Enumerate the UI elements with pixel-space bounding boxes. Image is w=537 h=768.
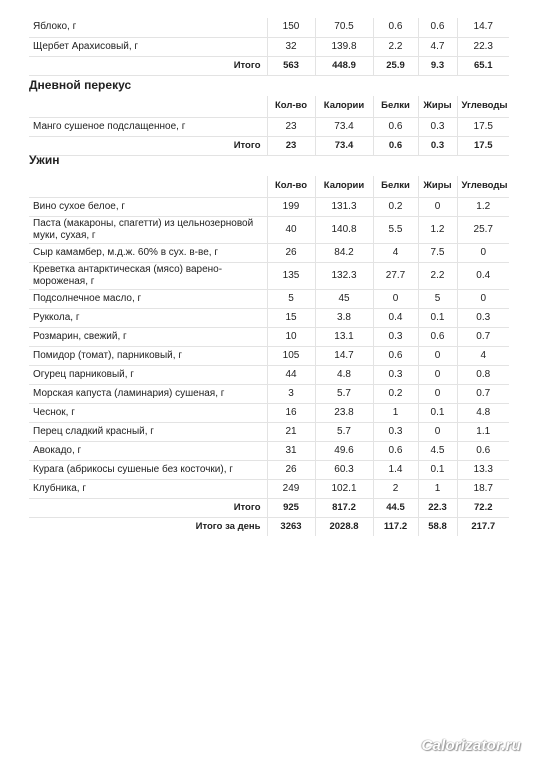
day-total-label: Итого за день: [195, 520, 261, 532]
total-label: Итого: [29, 56, 267, 75]
total-protein: 44.5: [373, 498, 418, 517]
food-fat: 0.6: [418, 327, 457, 346]
snack-table: [29, 96, 509, 156]
table-row: [29, 460, 509, 479]
food-calories: 131.3: [315, 197, 373, 216]
food-protein: 0.2: [373, 384, 418, 403]
food-fat: 7.5: [418, 243, 457, 262]
table-row: [29, 422, 509, 441]
food-qty: 16: [267, 403, 315, 422]
food-protein: 0.6: [373, 346, 418, 365]
header-protein: Белки: [373, 96, 418, 117]
food-protein: 27.7: [373, 262, 418, 289]
header-blank: [29, 96, 267, 117]
food-protein: 2: [373, 479, 418, 498]
food-carbs: 4: [457, 346, 509, 365]
food-qty: 44: [267, 365, 315, 384]
food-calories: 13.1: [315, 327, 373, 346]
food-fat: 0.1: [418, 460, 457, 479]
food-calories: 139.8: [315, 37, 373, 56]
food-protein: 0.3: [373, 327, 418, 346]
food-carbs: 25.7: [457, 216, 509, 243]
food-protein: 0.4: [373, 308, 418, 327]
food-qty: 23: [267, 117, 315, 136]
total-calories: 817.2: [315, 498, 373, 517]
total-fat: 9.3: [418, 56, 457, 75]
food-carbs: 17.5: [457, 117, 509, 136]
food-qty: 135: [267, 262, 315, 289]
table-row: [29, 37, 509, 56]
total-label: Итого: [29, 498, 267, 517]
total-fat: 0.3: [418, 136, 457, 155]
food-name: Авокадо, г: [29, 441, 267, 460]
food-calories: 102.1: [315, 479, 373, 498]
food-protein: 5.5: [373, 216, 418, 243]
food-carbs: 18.7: [457, 479, 509, 498]
food-carbs: 1.1: [457, 422, 509, 441]
food-qty: 15: [267, 308, 315, 327]
food-protein: 0.3: [373, 365, 418, 384]
food-calories: 5.7: [315, 422, 373, 441]
food-protein: 0.6: [373, 441, 418, 460]
day-total-calories: 2028.8: [315, 517, 373, 536]
food-qty: 5: [267, 289, 315, 308]
food-carbs: 22.3: [457, 37, 509, 56]
food-protein: 0: [373, 289, 418, 308]
food-name: Морская капуста (ламинария) сушеная, г: [29, 384, 267, 403]
food-name: Клубника, г: [29, 479, 267, 498]
table-row: [29, 197, 509, 216]
food-fat: 0.1: [418, 403, 457, 422]
food-name: Вино сухое белое, г: [29, 197, 267, 216]
food-carbs: 14.7: [457, 18, 509, 37]
total-qty: 925: [267, 498, 315, 517]
food-qty: 26: [267, 460, 315, 479]
table-row: [29, 327, 509, 346]
header-fat: Жиры: [418, 96, 457, 117]
day-total-qty: 3263: [267, 517, 315, 536]
food-carbs: 1.2: [457, 197, 509, 216]
header-carbs: Углеводы: [457, 176, 509, 197]
food-calories: 84.2: [315, 243, 373, 262]
food-qty: 150: [267, 18, 315, 37]
food-name: Сыр камамбер, м.д.ж. 60% в сух. в-ве, г: [29, 243, 267, 262]
table-row: [29, 384, 509, 403]
food-protein: 0.2: [373, 197, 418, 216]
total-carbs: 17.5: [457, 136, 509, 155]
table-row: [29, 289, 509, 308]
previous-meal-table: [29, 18, 509, 76]
day-total-fat: 58.8: [418, 517, 457, 536]
table-row: [29, 117, 509, 136]
food-fat: 0: [418, 384, 457, 403]
watermark: Calorizator.ru: [421, 737, 521, 754]
header-carbs: Углеводы: [457, 96, 509, 117]
food-fat: 1.2: [418, 216, 457, 243]
food-carbs: 0.8: [457, 365, 509, 384]
food-fat: 0.3: [418, 117, 457, 136]
food-carbs: 0: [457, 243, 509, 262]
food-fat: 4.7: [418, 37, 457, 56]
food-calories: 132.3: [315, 262, 373, 289]
day-total-carbs: 217.7: [457, 517, 509, 536]
food-fat: 5: [418, 289, 457, 308]
day-total-row: [29, 517, 509, 536]
food-protein: 1.4: [373, 460, 418, 479]
food-calories: 49.6: [315, 441, 373, 460]
food-calories: 73.4: [315, 117, 373, 136]
food-carbs: 13.3: [457, 460, 509, 479]
food-protein: 4: [373, 243, 418, 262]
table-header-row: [29, 176, 509, 197]
food-name: Розмарин, свежий, г: [29, 327, 267, 346]
total-label: Итого: [29, 136, 267, 155]
food-fat: 1: [418, 479, 457, 498]
header-qty: Кол-во: [267, 96, 315, 117]
food-carbs: 0.6: [457, 441, 509, 460]
food-qty: 10: [267, 327, 315, 346]
header-qty: Кол-во: [267, 176, 315, 197]
food-carbs: 0.7: [457, 384, 509, 403]
food-fat: 0: [418, 365, 457, 384]
dinner-table: [29, 176, 509, 536]
food-name: Курага (абрикосы сушеные без косточки), г: [29, 460, 267, 479]
food-fat: 0: [418, 197, 457, 216]
food-carbs: 0.4: [457, 262, 509, 289]
table-row: [29, 216, 509, 243]
food-qty: 26: [267, 243, 315, 262]
total-carbs: 65.1: [457, 56, 509, 75]
food-name: Подсолнечное масло, г: [29, 289, 267, 308]
food-calories: 5.7: [315, 384, 373, 403]
food-protein: 1: [373, 403, 418, 422]
food-name: Чеснок, г: [29, 403, 267, 422]
food-protein: 0.3: [373, 422, 418, 441]
table-row: [29, 18, 509, 37]
food-protein: 0.6: [373, 18, 418, 37]
food-qty: 31: [267, 441, 315, 460]
total-calories: 73.4: [315, 136, 373, 155]
section-title-snack: Дневной перекус: [29, 78, 132, 92]
food-name: Щербет Арахисовый, г: [29, 37, 267, 56]
food-name: Перец сладкий красный, г: [29, 422, 267, 441]
food-carbs: 4.8: [457, 403, 509, 422]
food-fat: 0: [418, 422, 457, 441]
food-fat: 0.6: [418, 18, 457, 37]
food-qty: 3: [267, 384, 315, 403]
food-qty: 199: [267, 197, 315, 216]
food-carbs: 0.3: [457, 308, 509, 327]
food-calories: 4.8: [315, 365, 373, 384]
food-fat: 2.2: [418, 262, 457, 289]
food-name: Огурец парниковый, г: [29, 365, 267, 384]
food-calories: 23.8: [315, 403, 373, 422]
section-title-dinner: Ужин: [29, 153, 60, 167]
header-protein: Белки: [373, 176, 418, 197]
food-qty: 249: [267, 479, 315, 498]
food-calories: 14.7: [315, 346, 373, 365]
food-fat: 4.5: [418, 441, 457, 460]
food-fat: 0.1: [418, 308, 457, 327]
food-name: Руккола, г: [29, 308, 267, 327]
total-qty: 23: [267, 136, 315, 155]
meal-total-row: [29, 56, 509, 75]
food-carbs: 0.7: [457, 327, 509, 346]
day-total-protein: 117.2: [373, 517, 418, 536]
food-name: Яблоко, г: [29, 18, 267, 37]
meal-total-row: [29, 136, 509, 155]
total-calories: 448.9: [315, 56, 373, 75]
table-header-row: [29, 96, 509, 117]
table-row: [29, 346, 509, 365]
food-name: Креветка антарктическая (мясо) варено-мороженая, г: [29, 262, 267, 289]
total-fat: 22.3: [418, 498, 457, 517]
table-row: [29, 441, 509, 460]
meal-total-row: [29, 498, 509, 517]
table-row: [29, 479, 509, 498]
food-protein: 2.2: [373, 37, 418, 56]
food-qty: 32: [267, 37, 315, 56]
food-protein: 0.6: [373, 117, 418, 136]
total-carbs: 72.2: [457, 498, 509, 517]
food-calories: 60.3: [315, 460, 373, 479]
food-carbs: 0: [457, 289, 509, 308]
table-row: [29, 262, 509, 289]
food-name: Паста (макароны, спагетти) из цельнозерновой муки, сухая, г: [29, 216, 267, 243]
table-row: [29, 365, 509, 384]
header-calories: Калории: [315, 176, 373, 197]
table-row: [29, 308, 509, 327]
table-row: [29, 243, 509, 262]
food-calories: 70.5: [315, 18, 373, 37]
header-calories: Калории: [315, 96, 373, 117]
food-qty: 21: [267, 422, 315, 441]
food-name: Манго сушеное подслащенное, г: [29, 117, 267, 136]
header-blank: [29, 176, 267, 197]
food-qty: 105: [267, 346, 315, 365]
food-calories: 140.8: [315, 216, 373, 243]
food-name: Помидор (томат), парниковый, г: [29, 346, 267, 365]
food-fat: 0: [418, 346, 457, 365]
food-qty: 40: [267, 216, 315, 243]
food-calories: 45: [315, 289, 373, 308]
food-calories: 3.8: [315, 308, 373, 327]
total-protein: 25.9: [373, 56, 418, 75]
table-row: [29, 403, 509, 422]
header-fat: Жиры: [418, 176, 457, 197]
total-protein: 0.6: [373, 136, 418, 155]
total-qty: 563: [267, 56, 315, 75]
